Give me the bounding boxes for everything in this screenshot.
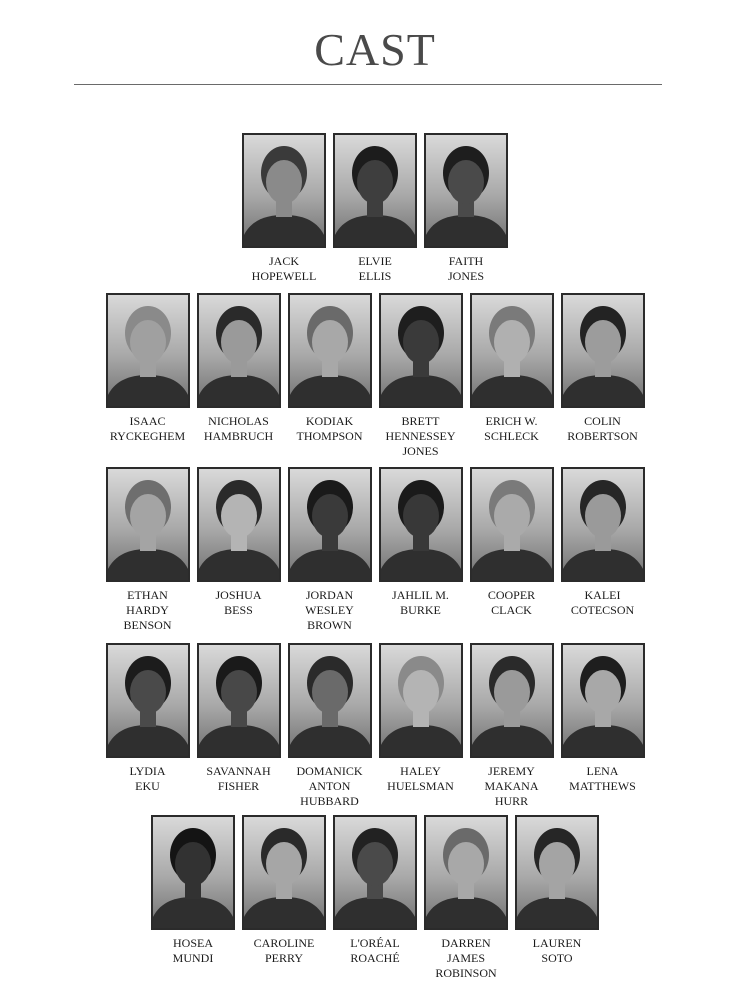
shoulders xyxy=(381,549,461,580)
cast-member xyxy=(242,815,326,981)
shoulders xyxy=(199,375,279,406)
cast-name-line: HOPEWELL xyxy=(251,269,317,283)
cast-name-line: LAUREN xyxy=(532,936,582,950)
portrait-silhouette xyxy=(472,645,552,756)
face xyxy=(585,494,621,538)
cast-member xyxy=(288,293,372,459)
face xyxy=(130,320,166,364)
cast-name xyxy=(296,414,362,444)
portrait-silhouette xyxy=(244,817,324,928)
portrait-silhouette xyxy=(426,817,506,928)
face xyxy=(357,160,393,204)
shoulders xyxy=(153,897,233,928)
shoulders xyxy=(108,725,188,756)
cast-name-line: JEREMY xyxy=(488,764,535,778)
face xyxy=(403,320,439,364)
face xyxy=(175,842,211,886)
cast-name-line: COTECSON xyxy=(570,603,635,617)
cast-name xyxy=(173,936,214,966)
portrait-silhouette xyxy=(335,817,415,928)
face xyxy=(403,670,439,714)
cast-name-line: JACK xyxy=(268,254,299,268)
headshot-photo xyxy=(470,643,554,758)
cast-name-line: JONES xyxy=(447,269,484,283)
cast-name xyxy=(297,764,363,809)
cast-name xyxy=(448,254,484,284)
cast-row xyxy=(0,133,750,284)
cast-name-line: PERRY xyxy=(264,951,303,965)
face xyxy=(312,320,348,364)
face xyxy=(539,842,575,886)
cast-member xyxy=(106,467,190,633)
headshot-photo xyxy=(515,815,599,930)
shoulders xyxy=(244,897,324,928)
face xyxy=(130,670,166,714)
cast-name-line: L'ORÉAL xyxy=(350,936,400,950)
cast-name-line: FAITH xyxy=(448,254,484,268)
cast-name-line: HUELSMAN xyxy=(387,779,454,793)
cast-name-line: KODIAK xyxy=(305,414,354,428)
shoulders xyxy=(381,375,461,406)
cast-name xyxy=(484,414,539,444)
cast-member xyxy=(197,293,281,459)
cast-member xyxy=(470,643,554,809)
page-title: CAST xyxy=(314,24,436,75)
cast-name-line: BROWN xyxy=(307,618,352,632)
portrait-silhouette xyxy=(472,295,552,406)
cast-name-line: CAROLINE xyxy=(253,936,315,950)
headshot-photo xyxy=(561,293,645,408)
portrait-silhouette xyxy=(381,295,461,406)
cast-name-line: ROBERTSON xyxy=(567,429,638,443)
cast-name-line: HUBBARD xyxy=(300,794,359,808)
portrait-silhouette xyxy=(244,135,324,246)
shoulders xyxy=(517,897,597,928)
cast-name-line: ERICH W. xyxy=(485,414,538,428)
headshot-photo xyxy=(424,133,508,248)
cast-name-line: THOMPSON xyxy=(296,429,363,443)
face xyxy=(585,320,621,364)
cast-member xyxy=(197,467,281,633)
portrait-silhouette xyxy=(290,645,370,756)
headshot-photo xyxy=(197,467,281,582)
portrait-silhouette xyxy=(426,135,506,246)
portrait-silhouette xyxy=(563,295,643,406)
cast-name-line: ROACHÉ xyxy=(350,951,400,965)
cast-member xyxy=(333,133,417,284)
cast-name-line: BRETT xyxy=(401,414,440,428)
cast-name-line: BENSON xyxy=(123,618,172,632)
cast-row xyxy=(0,293,750,459)
shoulders xyxy=(335,897,415,928)
cast-name xyxy=(387,764,454,794)
cast-name-line: JAMES xyxy=(446,951,485,965)
face xyxy=(585,670,621,714)
cast-name-line: JONES xyxy=(402,444,439,458)
portrait-silhouette xyxy=(381,645,461,756)
shoulders xyxy=(290,375,370,406)
headshot-photo xyxy=(288,467,372,582)
cast-name-line: CLACK xyxy=(491,603,532,617)
portrait-silhouette xyxy=(290,469,370,580)
cast-name xyxy=(215,588,261,618)
headshot-photo xyxy=(561,467,645,582)
headshot-photo xyxy=(333,815,417,930)
cast-name-line: DARREN xyxy=(441,936,491,950)
cast-name-line: ETHAN xyxy=(127,588,168,602)
cast-member xyxy=(197,643,281,809)
headshot-photo xyxy=(197,293,281,408)
cast-name xyxy=(488,588,535,618)
cast-row xyxy=(0,467,750,633)
portrait-silhouette xyxy=(563,645,643,756)
shoulders xyxy=(290,725,370,756)
portrait-silhouette xyxy=(563,469,643,580)
shoulders xyxy=(108,375,188,406)
cast-name xyxy=(129,764,165,794)
cast-name xyxy=(485,764,539,809)
cast-name-line: HALEY xyxy=(400,764,441,778)
cast-name-line: HENNESSEY xyxy=(385,429,456,443)
headshot-photo xyxy=(106,643,190,758)
portrait-silhouette xyxy=(290,295,370,406)
face xyxy=(266,842,302,886)
portrait-silhouette xyxy=(199,645,279,756)
face xyxy=(130,494,166,538)
cast-name-line: JORDAN xyxy=(305,588,354,602)
face xyxy=(221,494,257,538)
cast-name-line: BURKE xyxy=(400,603,441,617)
cast-member xyxy=(106,293,190,459)
cast-name xyxy=(571,588,634,618)
cast-name xyxy=(123,588,171,633)
headshot-photo xyxy=(561,643,645,758)
cast-name-line: WESLEY xyxy=(305,603,354,617)
shoulders xyxy=(381,725,461,756)
headshot-photo xyxy=(333,133,417,248)
shoulders xyxy=(199,725,279,756)
shoulders xyxy=(563,725,643,756)
cast-name xyxy=(435,936,496,981)
cast-name-line: MUNDI xyxy=(172,951,214,965)
cast-name-line: ANTON xyxy=(308,779,351,793)
cast-member xyxy=(379,643,463,809)
shoulders xyxy=(108,549,188,580)
shoulders xyxy=(563,375,643,406)
headshot-photo xyxy=(379,467,463,582)
cast-name xyxy=(110,414,185,444)
cast-name-line: HURR xyxy=(494,794,529,808)
cast-name-line: NICHOLAS xyxy=(208,414,269,428)
headshot-photo xyxy=(424,815,508,930)
face xyxy=(221,320,257,364)
cast-member xyxy=(561,467,645,633)
cast-name-line: HAMBRUCH xyxy=(203,429,274,443)
cast-name xyxy=(252,254,317,284)
cast-member xyxy=(424,815,508,981)
cast-name-line: ELVIE xyxy=(358,254,392,268)
cast-member xyxy=(333,815,417,981)
title-divider xyxy=(74,84,662,85)
headshot-photo xyxy=(379,293,463,408)
cast-name-line: COLIN xyxy=(584,414,621,428)
cast-name-line: SCHLECK xyxy=(484,429,539,443)
cast-member xyxy=(288,643,372,809)
shoulders xyxy=(335,215,415,246)
cast-name-line: LENA xyxy=(586,764,619,778)
cast-member xyxy=(561,293,645,459)
headshot-photo xyxy=(151,815,235,930)
portrait-silhouette xyxy=(472,469,552,580)
shoulders xyxy=(199,549,279,580)
cast-name-line: EKU xyxy=(135,779,160,793)
portrait-silhouette xyxy=(153,817,233,928)
cast-name xyxy=(206,764,270,794)
cast-name xyxy=(350,936,400,966)
face xyxy=(312,670,348,714)
cast-name-line: DOMANICK xyxy=(296,764,363,778)
cast-name xyxy=(392,588,449,618)
headshot-photo xyxy=(242,815,326,930)
cast-member xyxy=(470,293,554,459)
headshot-photo xyxy=(470,467,554,582)
cast-member xyxy=(561,643,645,809)
cast-row xyxy=(0,815,750,981)
cast-name xyxy=(305,588,354,633)
cast-name xyxy=(569,764,636,794)
face xyxy=(221,670,257,714)
cast-name-line: MAKANA xyxy=(484,779,539,793)
shoulders xyxy=(290,549,370,580)
face xyxy=(448,160,484,204)
cast-row xyxy=(0,643,750,809)
face xyxy=(357,842,393,886)
shoulders xyxy=(426,897,506,928)
cast-name-line: JAHLIL M. xyxy=(392,588,449,602)
cast-member xyxy=(151,815,235,981)
cast-name-line: MATTHEWS xyxy=(569,779,636,793)
face xyxy=(312,494,348,538)
cast-name-line: JOSHUA xyxy=(215,588,262,602)
cast-name xyxy=(254,936,315,966)
cast-member xyxy=(288,467,372,633)
cast-name-line: ISAAC xyxy=(129,414,166,428)
portrait-silhouette xyxy=(199,295,279,406)
cast-name-line: BESS xyxy=(224,603,253,617)
portrait-silhouette xyxy=(335,135,415,246)
face xyxy=(403,494,439,538)
cast-name xyxy=(567,414,638,444)
headshot-photo xyxy=(379,643,463,758)
cast-name-line: HARDY xyxy=(126,603,169,617)
cast-member xyxy=(515,815,599,981)
cast-name xyxy=(385,414,455,459)
cast-member xyxy=(242,133,326,284)
portrait-silhouette xyxy=(199,469,279,580)
cast-name-line: FISHER xyxy=(217,779,260,793)
cast-name-line: LYDIA xyxy=(129,764,166,778)
cast-name-line: HOSEA xyxy=(172,936,213,950)
headshot-photo xyxy=(242,133,326,248)
shoulders xyxy=(472,375,552,406)
headshot-photo xyxy=(470,293,554,408)
portrait-silhouette xyxy=(381,469,461,580)
cast-member xyxy=(424,133,508,284)
portrait-silhouette xyxy=(108,469,188,580)
shoulders xyxy=(563,549,643,580)
face xyxy=(266,160,302,204)
portrait-silhouette xyxy=(108,295,188,406)
cast-name-line: ROBINSON xyxy=(435,966,497,980)
face xyxy=(494,494,530,538)
cast-member xyxy=(379,467,463,633)
shoulders xyxy=(244,215,324,246)
face xyxy=(494,670,530,714)
cast-name-line: ELLIS xyxy=(358,269,392,283)
headshot-photo xyxy=(288,293,372,408)
face xyxy=(494,320,530,364)
cast-name xyxy=(358,254,392,284)
cast-name-line: COOPER xyxy=(487,588,536,602)
cast-name xyxy=(204,414,273,444)
cast-name-line: KALEI xyxy=(584,588,621,602)
portrait-silhouette xyxy=(108,645,188,756)
shoulders xyxy=(472,549,552,580)
face xyxy=(448,842,484,886)
headshot-photo xyxy=(197,643,281,758)
shoulders xyxy=(426,215,506,246)
cast-member xyxy=(470,467,554,633)
cast-name xyxy=(533,936,582,966)
headshot-photo xyxy=(106,467,190,582)
shoulders xyxy=(472,725,552,756)
cast-name-line: SOTO xyxy=(541,951,573,965)
portrait-silhouette xyxy=(517,817,597,928)
cast-member xyxy=(106,643,190,809)
cast-name-line: RYCKEGHEM xyxy=(109,429,186,443)
cast-name-line: SAVANNAH xyxy=(206,764,271,778)
headshot-photo xyxy=(288,643,372,758)
cast-member xyxy=(379,293,463,459)
headshot-photo xyxy=(106,293,190,408)
